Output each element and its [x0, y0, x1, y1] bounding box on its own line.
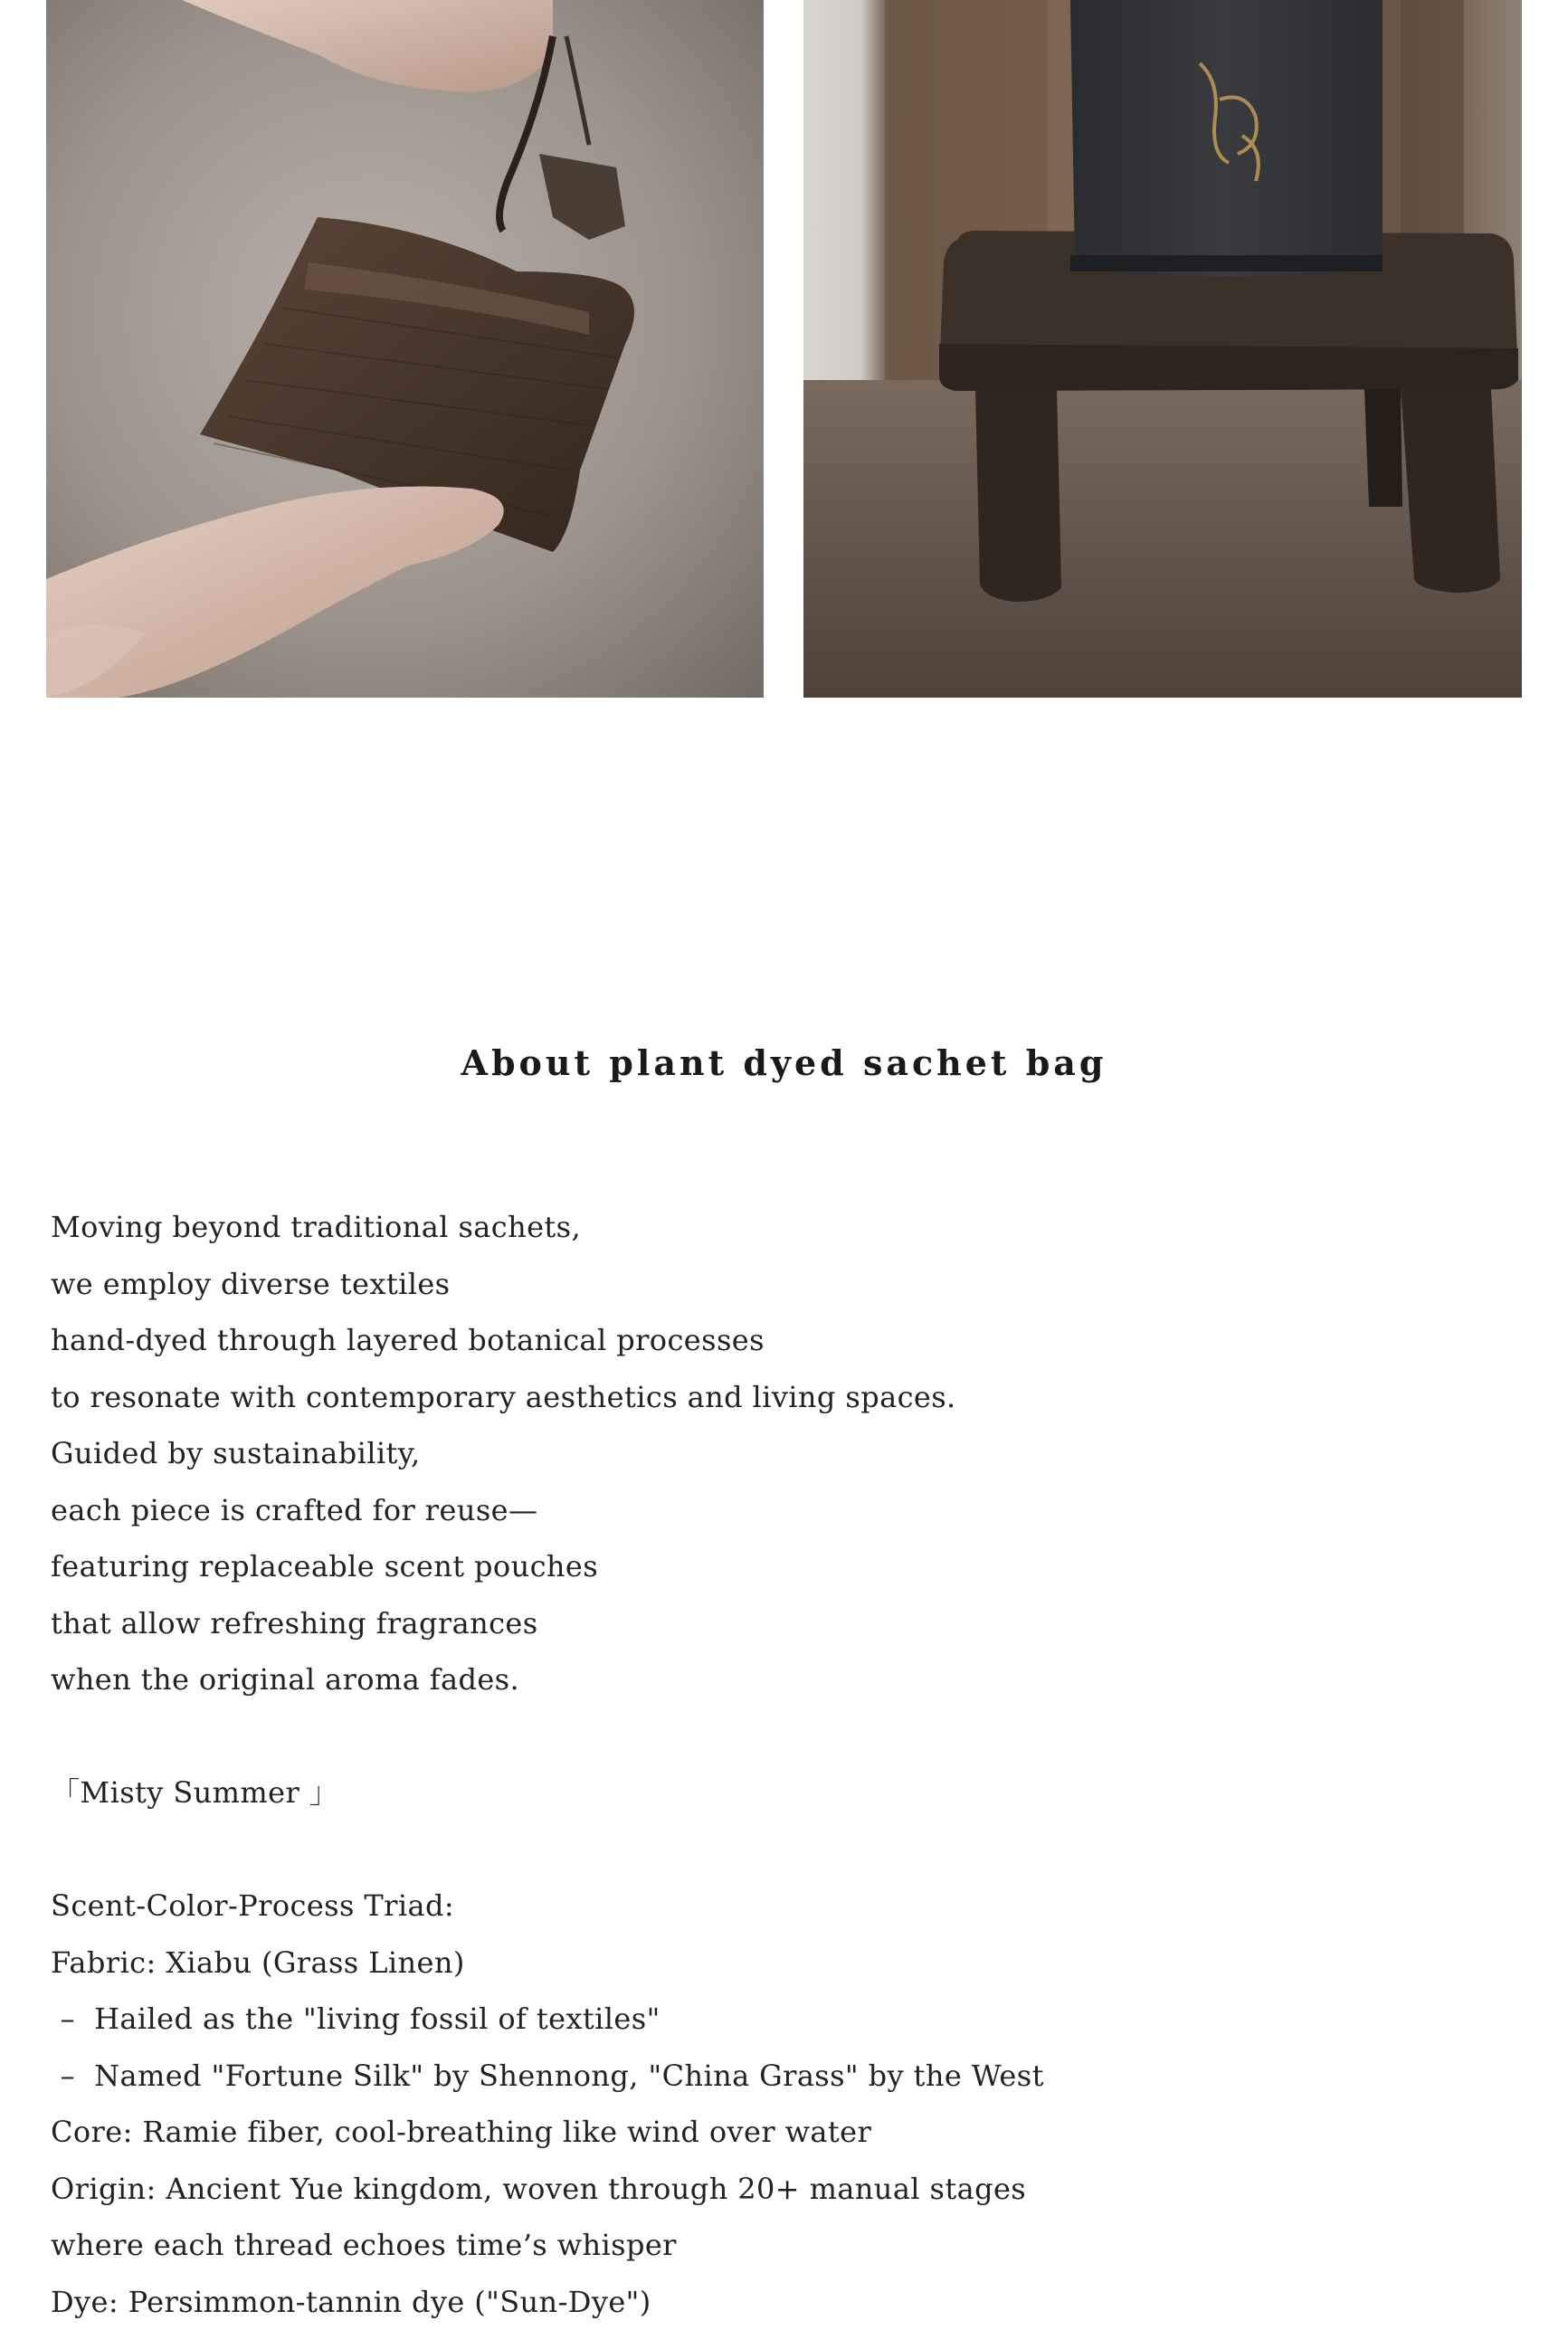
- product-photo-box-on-stool[interactable]: [803, 0, 1522, 698]
- description-line: Moving beyond traditional sachets,: [51, 1199, 1516, 1256]
- wooden-box-on-stool-photo-icon: [803, 0, 1522, 698]
- description-line: that allow refreshing fragrances: [51, 1595, 1516, 1652]
- description-line: each piece is crafted for reuse—: [51, 1482, 1516, 1539]
- description-block: [51, 1199, 1516, 2330]
- detail-line: Core: Ramie fiber, cool-breathing like wind over water: [51, 2104, 1516, 2161]
- collection-name: 「Misty Summer 」: [51, 1764, 1516, 1821]
- detail-line: Dye: Persimmon-tannin dye ("Sun-Dye"): [51, 2274, 1516, 2330]
- description-line: we employ diverse textiles: [51, 1256, 1516, 1313]
- description-line: featuring replaceable scent pouches: [51, 1538, 1516, 1595]
- spacer: [51, 1821, 1516, 1878]
- description-line: when the original aroma fades.: [51, 1651, 1516, 1708]
- linen-sachet-photo-icon: [46, 0, 764, 698]
- section-title: About plant dyed sachet bag: [0, 1042, 1568, 1084]
- description-line: hand-dyed through layered botanical processes: [51, 1312, 1516, 1369]
- detail-line: Origin: Ancient Yue kingdom, woven through 20+ manual stages: [51, 2161, 1516, 2218]
- detail-line: Fabric: Xiabu (Grass Linen): [51, 1935, 1516, 1992]
- detail-line: Scent-Color-Process Triad:: [51, 1878, 1516, 1935]
- description-line: to resonate with contemporary aesthetics and living spaces.: [51, 1369, 1516, 1426]
- detail-line: – Named "Fortune Silk" by Shennong, "China Grass" by the West: [51, 2048, 1516, 2105]
- product-photo-sachet[interactable]: [46, 0, 764, 698]
- detail-line: where each thread echoes time’s whisper: [51, 2217, 1516, 2274]
- description-line: Guided by sustainability,: [51, 1425, 1516, 1482]
- detail-line: – Hailed as the "living fossil of textiles": [51, 1991, 1516, 2048]
- spacer: [51, 1708, 1516, 1765]
